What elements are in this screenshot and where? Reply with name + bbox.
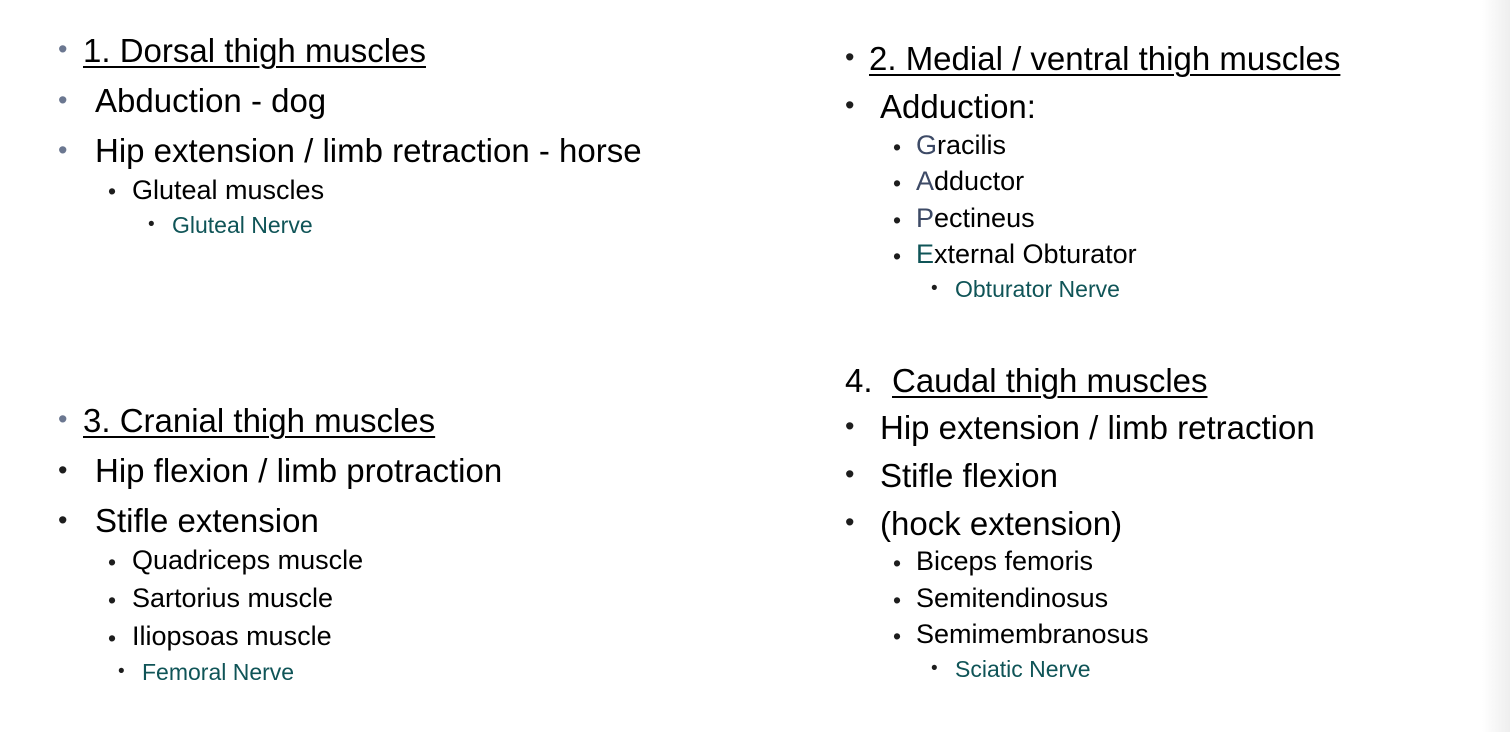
bullet-icon: • [893,623,902,649]
bullet-icon: • [845,42,855,72]
bullet-icon: • [58,455,68,485]
muscle-rest: racilis [937,130,1007,160]
bullet-icon: • [893,550,902,576]
medial-muscle [916,168,1024,195]
muscle-initial: A [916,166,935,196]
muscle-rest: xternal Obturator [934,239,1137,269]
bullet-icon: • [108,587,117,613]
caudal-nerve: Sciatic Nerve [955,656,1091,682]
caudal-action: Stifle flexion [880,457,1058,494]
caudal-muscle: Biceps femoris [916,546,1094,576]
medial-action: Adduction: [880,88,1036,125]
bullet-icon: • [931,278,938,299]
medial-muscle [916,205,1035,232]
bullet-icon: • [108,549,117,575]
bullet-icon: • [58,135,68,165]
bullet-icon: • [893,207,902,233]
bullet-icon: • [58,404,68,434]
medial-muscle [916,241,1137,268]
cranial-action: Hip flexion / limb protraction [95,452,503,489]
medial-nerve: Obturator Nerve [955,276,1120,302]
muscle-initial: P [916,203,935,233]
bullet-icon: • [118,661,125,682]
muscle-initial: G [916,130,938,160]
cranial-nerve: Femoral Nerve [142,659,295,685]
medial-heading: 2. Medial / ventral thigh muscles [869,40,1341,77]
cranial-muscle: Iliopsoas muscle [132,621,332,651]
bullet-icon: • [845,507,855,537]
muscle-rest: ectineus [934,203,1035,233]
cranial-muscle: Quadriceps muscle [132,545,364,575]
bullet-icon: • [148,214,155,235]
bullet-icon: • [893,243,902,269]
dorsal-nerve: Gluteal Nerve [172,212,313,238]
bullet-icon: • [845,411,855,441]
slide-edge-shadow [1482,0,1510,732]
medial-muscle [916,132,1006,159]
dorsal-muscle: Gluteal muscles [132,175,325,205]
caudal-action: (hock extension) [880,505,1123,542]
cranial-action: Stifle extension [95,502,319,539]
caudal-heading: Caudal thigh muscles [892,362,1208,399]
caudal-muscle: Semitendinosus [916,583,1109,613]
caudal-number: 4. [845,362,873,399]
cranial-muscle: Sartorius muscle [132,583,334,613]
bullet-icon: • [931,658,938,679]
bullet-icon: • [58,505,68,535]
bullet-icon: • [58,85,68,115]
bullet-icon: • [845,459,855,489]
bullet-icon: • [845,90,855,120]
dorsal-action: Abduction - dog [95,82,327,119]
bullet-icon: • [893,170,902,196]
muscle-rest: dductor [934,166,1025,196]
bullet-icon: • [893,134,902,160]
caudal-action: Hip extension / limb retraction [880,409,1315,446]
bullet-icon: • [108,178,117,204]
caudal-muscle: Semimembranosus [916,619,1149,649]
bullet-icon: • [108,625,117,651]
bullet-icon: • [58,34,68,64]
dorsal-heading: 1. Dorsal thigh muscles [83,32,426,69]
dorsal-action: Hip extension / limb retraction - horse [95,132,642,169]
muscle-initial: E [916,239,935,269]
cranial-heading: 3. Cranial thigh muscles [83,402,436,439]
bullet-icon: • [893,587,902,613]
